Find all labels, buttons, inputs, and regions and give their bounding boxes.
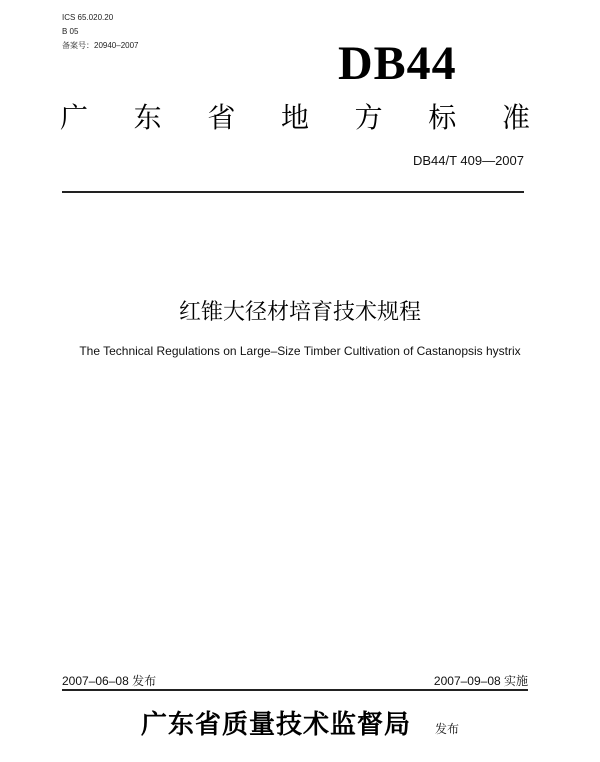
classification-code: B 05 [62,27,79,36]
top-divider [62,191,524,193]
document-title-chinese: 红锥大径材培育技术规程 [178,300,421,325]
standard-type-heading [60,100,530,136]
standard-number: DB44/T 409—2007 [412,153,524,168]
standard-type-char: 准 [501,101,530,134]
filing-number: 备案号：20940–2007 [62,41,139,50]
standard-type-char: 东 [133,101,162,134]
issuer-verb: 发布 [435,722,460,736]
standard-type-char: 省 [207,101,236,134]
standard-type-char: 地 [280,101,309,134]
ics-code: ICS 65.020.20 [62,13,114,22]
standard-type-char: 标 [428,101,457,134]
standard-type-char: 广 [60,101,89,134]
standard-type-char: 方 [354,101,383,134]
implementation-date: 2007–09–08 实施 [433,674,528,688]
document-title-english: The Technical Regulations on Large–Size Timber Cultivation of Castanopsis hystrix [79,344,521,358]
issuing-authority: 广东省质量技术监督局 [140,710,411,740]
bottom-divider [62,689,528,691]
issuer-row [0,704,600,741]
issue-date: 2007–06–08 发布 [62,674,157,688]
db-code-logo: DB44 [338,37,457,90]
